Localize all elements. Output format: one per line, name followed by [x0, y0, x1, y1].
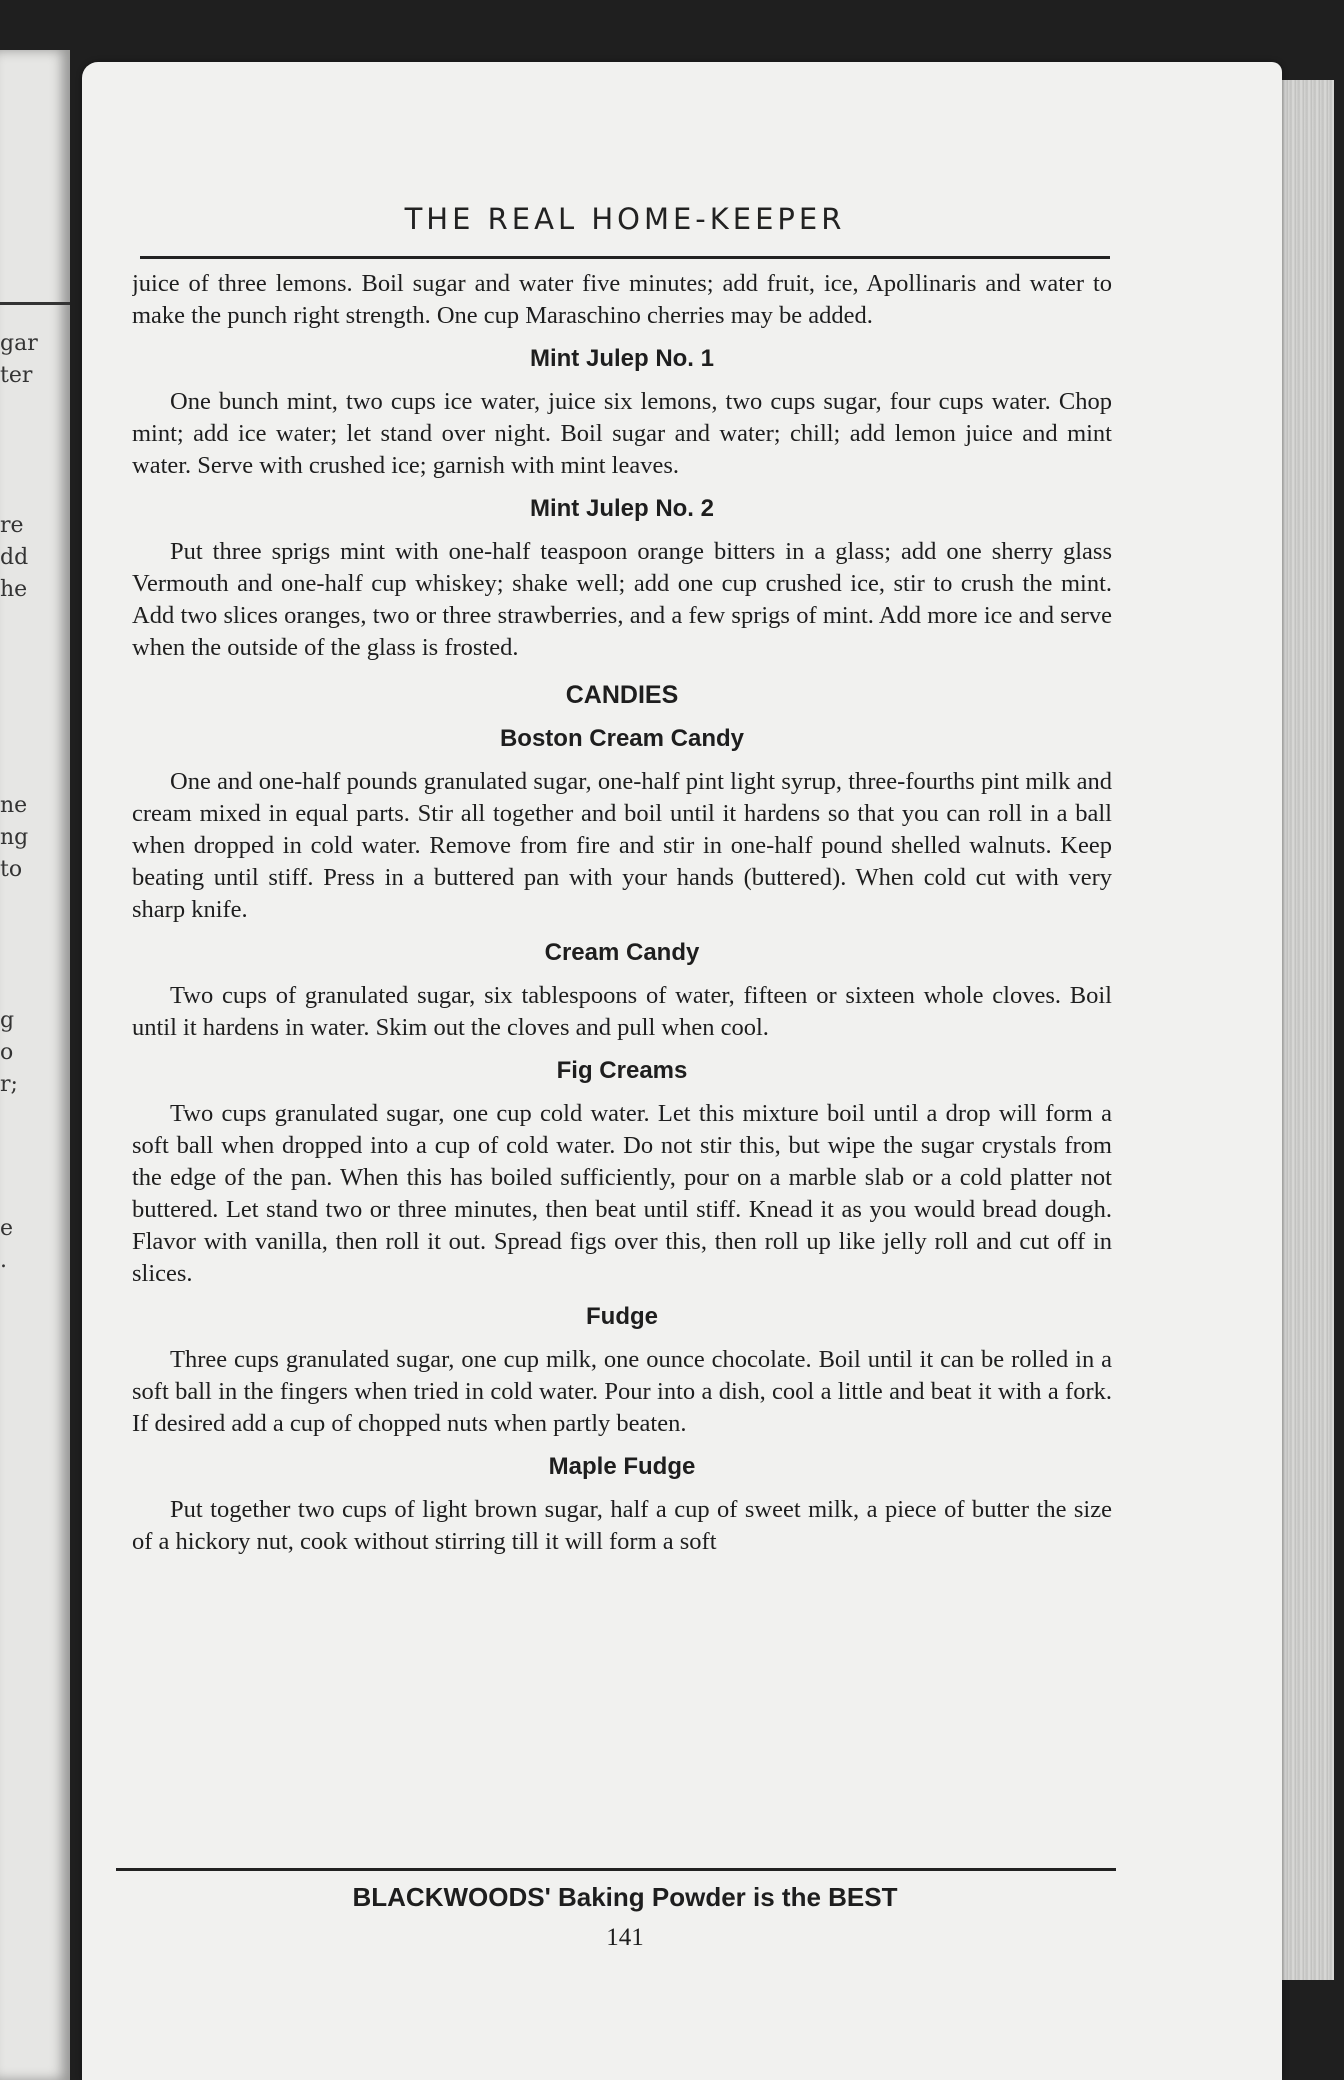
running-head: THE REAL HOME-KEEPER	[404, 202, 846, 236]
recipe-title-boston-cream-candy: Boston Cream Candy	[499, 725, 745, 752]
left-page-fragment: ng	[0, 825, 29, 850]
recipe-text-boston-cream-candy: One and one-half pounds granulated sugar, one-half pint light syrup, three-fourths pint milk and cream mixed in equal parts. Stir all together and boil until it hardens so that you can roll in a ball when dropped in cold water. Remove from fire and stir in one-half pound shelled walnuts. Keep beating until stiff. Press in a buttered pan with your hands (buttered). When cold cut with very sharp knife.	[132, 768, 1112, 923]
header-rule	[140, 256, 1110, 259]
recipe-title-fudge: Fudge	[586, 1303, 658, 1330]
left-page-fragment: he	[0, 577, 28, 602]
recipe-text-fig-creams: Two cups granulated sugar, one cup cold water. Let this mixture boil until a drop will form a soft ball when dropped into a cup of cold water. Do not stir this, but wipe the sugar crystals from the edge of the pan. When this has boiled sufficiently, pour on a marble slab or a cold platter not buttered. Let stand two or three minutes, then beat until stiff. Knead it as you would bread dough. Flavor with vanilla, then roll it out. Spread figs over this, then roll up like jelly roll and cut off in slices.	[132, 1100, 1112, 1287]
left-page-fragment: gar	[0, 331, 38, 356]
footer-advertisement: BLACKWOODS' Baking Powder is the BEST	[352, 1882, 898, 1912]
recipe-text-cream-candy: Two cups of granulated sugar, six tablespoons of water, fifteen or sixteen whole cloves. Boil until it hardens in water. Skim out the cloves and pull when cool.	[132, 982, 1112, 1041]
footer-rule	[116, 1868, 1116, 1871]
page-number: 141	[606, 1924, 644, 1951]
recipe-title-maple-fudge: Maple Fudge	[548, 1453, 696, 1480]
intro-paragraph: juice of three lemons. Boil sugar and water five minutes; add fruit, ice, Apollinaris and water to make the punch right strength. One cup Maraschino cherries may be added.	[132, 270, 1112, 329]
recipe-text-maple-fudge: Put together two cups of light brown sugar, half a cup of sweet milk, a piece of butter the size of a hickory nut, cook without stirring till it will form a soft	[132, 1496, 1112, 1555]
recipe-text-mint-julep-2: Put three sprigs mint with one-half teaspoon orange bitters in a glass; add one sherry glass Vermouth and one-half cup whiskey; shake well; add one cup crushed ice, stir to crush the mint. Add two slices oranges, two or three strawberries, and a few sprigs of mint. Add more ice and serve when the outside of the glass is frosted.	[132, 538, 1112, 661]
left-page-fragment: .	[0, 1248, 7, 1273]
left-page-fragment: ne	[0, 793, 28, 818]
recipe-title-mint-julep-1: Mint Julep No. 1	[529, 345, 714, 372]
recipe-title-fig-creams: Fig Creams	[556, 1057, 688, 1084]
left-page-rule	[0, 302, 70, 305]
recipe-title-cream-candy: Cream Candy	[544, 939, 700, 966]
left-page-fragment: to	[0, 857, 23, 882]
left-page-fragment: r;	[0, 1072, 18, 1097]
recipe-text-mint-julep-1: One bunch mint, two cups ice water, juice six lemons, two cups sugar, four cups water. Chop mint; add ice water; let stand over night. Boil sugar and water; chill; add lemon juice and mint water. Serve with crushed ice; garnish with mint leaves.	[132, 388, 1112, 479]
left-page-fragment: g	[0, 1008, 15, 1033]
page-body	[132, 268, 1112, 1848]
section-title-candies: CANDIES	[565, 681, 679, 709]
left-page-fragment: dd	[0, 545, 29, 570]
left-page-fragment: re	[0, 513, 24, 538]
recipe-text-fudge: Three cups granulated sugar, one cup milk, one ounce chocolate. Boil until it can be rolled in a soft ball in the fingers when tried in cold water. Pour into a dish, cool a little and beat it with a fork. If desired add a cup of chopped nuts when partly beaten.	[132, 1346, 1112, 1437]
left-page-edge	[0, 50, 70, 2080]
left-page-fragment: ter	[0, 363, 33, 388]
left-page-fragment: e	[0, 1216, 14, 1241]
left-page-fragment: o	[0, 1040, 14, 1065]
recipe-title-mint-julep-2: Mint Julep No. 2	[529, 495, 714, 522]
